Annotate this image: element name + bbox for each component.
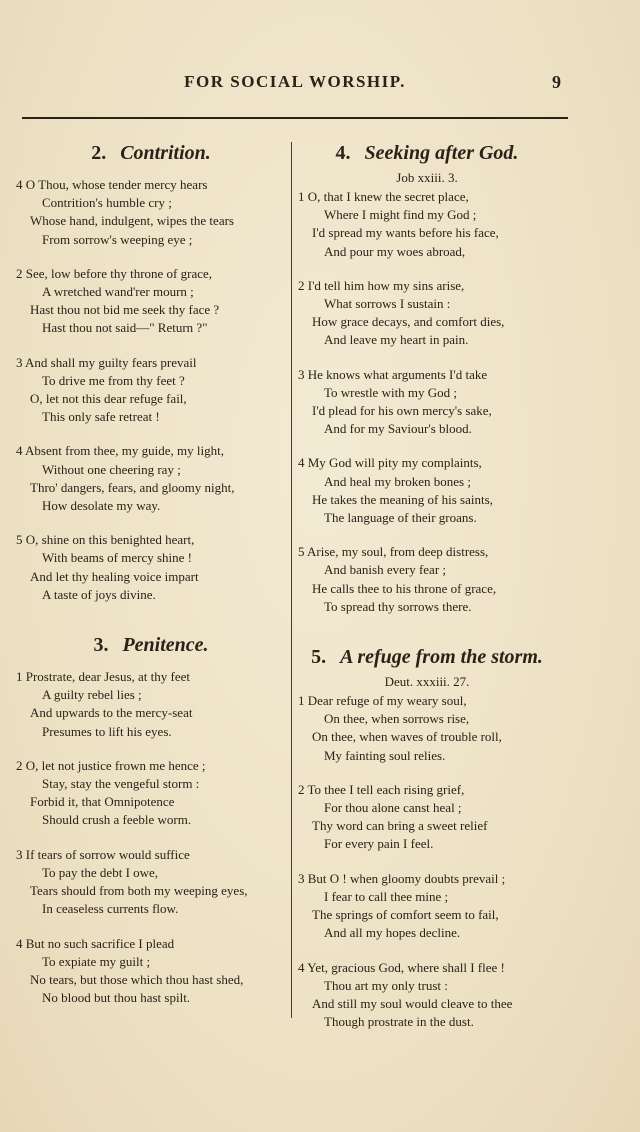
verse-line: From sorrow's weeping eye ;	[42, 231, 193, 247]
verse-line: And upwards to the mercy-seat	[30, 705, 193, 721]
verse	[14, 354, 288, 427]
hymn-number: 5.	[311, 646, 327, 669]
verse	[14, 846, 288, 919]
verse-line: Thro' dangers, fears, and gloomy night,	[30, 479, 235, 495]
verse-line: 3 He knows what arguments I'd take	[298, 366, 488, 382]
verse-line: For every pain I feel.	[324, 836, 434, 852]
verse-line: For thou alone canst heal ;	[324, 800, 462, 816]
hymn-number: 3.	[93, 634, 109, 657]
verse-line: Whose hand, indulgent, wipes the tears	[30, 213, 234, 229]
verse-line: 4 But no such sacrifice I plead	[16, 935, 175, 951]
verse-line: 3 But O ! when gloomy doubts prevail ;	[298, 870, 506, 886]
verse-line: A guilty rebel lies ;	[42, 687, 142, 703]
verse	[296, 692, 558, 765]
verse	[296, 959, 558, 1032]
verse	[14, 442, 288, 515]
verse-line: 4 Absent from thee, my guide, my light,	[16, 443, 224, 459]
verse-line: To spread thy sorrows there.	[324, 598, 472, 614]
verse-line: My fainting soul relies.	[324, 747, 446, 763]
verse	[14, 531, 288, 604]
verse	[296, 454, 558, 527]
verse-line: 2 See, low before thy throne of grace,	[16, 265, 213, 281]
verse-line: Without one cheering ray ;	[42, 461, 181, 477]
verse-line: And for my Saviour's blood.	[324, 421, 472, 437]
verse-line: No blood but thou hast spilt.	[42, 990, 191, 1006]
verse-line: Presumes to lift his eyes.	[42, 723, 172, 739]
verse-line: 4 My God will pity my complaints,	[298, 455, 482, 471]
page-number: 9	[552, 72, 561, 92]
verse-line: Hast thou not said—" Return ?"	[42, 320, 208, 336]
right-column	[296, 140, 558, 1047]
verse-line: Thy word can bring a sweet relief	[312, 818, 488, 834]
verse-line: 3 If tears of sorrow would suffice	[16, 846, 190, 862]
verse-line: And pour my woes abroad,	[324, 243, 466, 259]
running-header: FOR SOCIAL WORSHIP.	[184, 72, 406, 91]
verse-line: The springs of comfort seem to fail,	[312, 907, 499, 923]
verse-line: Where I might find my God ;	[324, 207, 477, 223]
verse-line: Hast thou not bid me seek thy face ?	[30, 302, 220, 318]
verse-line: Thou art my only trust :	[324, 977, 448, 993]
verse-line: To drive me from thy feet ?	[42, 372, 185, 388]
verse	[14, 935, 288, 1008]
verse-line: In ceaseless currents flow.	[42, 901, 179, 917]
verse-line: Forbid it, that Omnipotence	[30, 794, 175, 810]
verse	[296, 543, 558, 616]
hymn-number: 4.	[335, 142, 351, 164]
verse-line: O, let not this dear refuge fail,	[30, 391, 187, 407]
verse-line: 1 Prostrate, dear Jesus, at thy feet	[16, 669, 191, 685]
verse	[14, 265, 288, 338]
scripture-reference: Job xxiii. 3.	[396, 170, 458, 185]
verse-line: 5 Arise, my soul, from deep distress,	[298, 544, 489, 560]
verse-line: To wrestle with my God ;	[324, 384, 458, 400]
verse	[296, 781, 558, 854]
verse-line: A wretched wand'rer mourn ;	[42, 284, 194, 300]
hymn-name: A refuge from the storm.	[340, 646, 543, 669]
verse-line: Though prostrate in the dust.	[324, 1014, 474, 1030]
verse-line: He takes the meaning of his saints,	[312, 491, 493, 507]
verse	[296, 870, 558, 943]
verse-line: 2 To thee I tell each rising grief,	[298, 781, 465, 797]
verse-line: The language of their groans.	[324, 510, 477, 526]
verse-line: A taste of joys divine.	[42, 586, 156, 602]
verse-line: Should crush a feeble worm.	[42, 812, 192, 828]
verse-line: 4 O Thou, whose tender mercy hears	[16, 177, 208, 192]
verse-line: How desolate my way.	[42, 498, 161, 514]
verse-line: And heal my broken bones ;	[324, 473, 471, 489]
verse-line: Contrition's humble cry ;	[42, 195, 172, 211]
verse	[14, 757, 288, 830]
scripture-reference: Deut. xxxiii. 27.	[384, 674, 470, 690]
verse-line: 1 O, that I knew the secret place,	[298, 189, 469, 204]
hymn-name: Penitence.	[122, 634, 209, 657]
verse-line: And all my hopes decline.	[324, 925, 461, 941]
verse-line: And leave my heart in pain.	[324, 332, 469, 348]
verse	[14, 176, 288, 249]
verse-line: 4 Yet, gracious God, where shall I flee !	[298, 959, 505, 975]
hymn-name: Contrition.	[120, 142, 211, 164]
verse-line: With beams of mercy shine !	[42, 550, 193, 566]
verse-line: 2 I'd tell him how my sins arise,	[298, 277, 465, 293]
hymn-number: 2.	[91, 142, 107, 164]
verse-line: To pay the debt I owe,	[42, 864, 159, 880]
verse-line: And banish every fear ;	[324, 562, 447, 578]
verse-line: 2 O, let not justice frown me hence ;	[16, 757, 206, 773]
verse-line: He calls thee to his throne of grace,	[312, 580, 497, 596]
verse-line: 3 And shall my guilty fears prevail	[16, 354, 197, 370]
verse-line: Stay, stay the vengeful storm :	[42, 776, 200, 792]
hymn-title	[296, 140, 558, 166]
verse	[296, 366, 558, 439]
hymn-title	[14, 140, 288, 166]
hymn-name: Seeking after God.	[364, 142, 519, 164]
header-rule	[22, 117, 568, 119]
verse-line: How grace decays, and comfort dies,	[312, 314, 505, 330]
verse-line: I'd spread my wants before his face,	[312, 225, 499, 241]
verse-line: What sorrows I sustain :	[324, 296, 451, 312]
verse	[14, 668, 288, 741]
hymn-title	[296, 644, 558, 670]
verse-line: No tears, but those which thou hast shed,	[30, 971, 244, 987]
left-column	[14, 140, 288, 1023]
verse-line: 1 Dear refuge of my weary soul,	[298, 693, 467, 709]
hymn-title	[14, 632, 288, 658]
verse-line: I'd plead for his own mercy's sake,	[312, 403, 492, 419]
verse-line: On thee, when waves of trouble roll,	[312, 729, 502, 745]
verse-line: To expiate my guilt ;	[42, 953, 151, 969]
verse-line: This only safe retreat !	[42, 409, 160, 425]
verse-line: I fear to call thee mine ;	[324, 888, 449, 904]
column-divider	[291, 142, 292, 1018]
verse	[296, 188, 558, 261]
verse-line: And still my soul would cleave to thee	[312, 995, 513, 1011]
verse-line: On thee, when sorrows rise,	[324, 711, 470, 727]
verse-line: 5 O, shine on this benighted heart,	[16, 532, 195, 548]
verse-line: And let thy healing voice impart	[30, 568, 199, 584]
verse	[296, 277, 558, 350]
verse-line: Tears should from both my weeping eyes,	[30, 883, 248, 899]
